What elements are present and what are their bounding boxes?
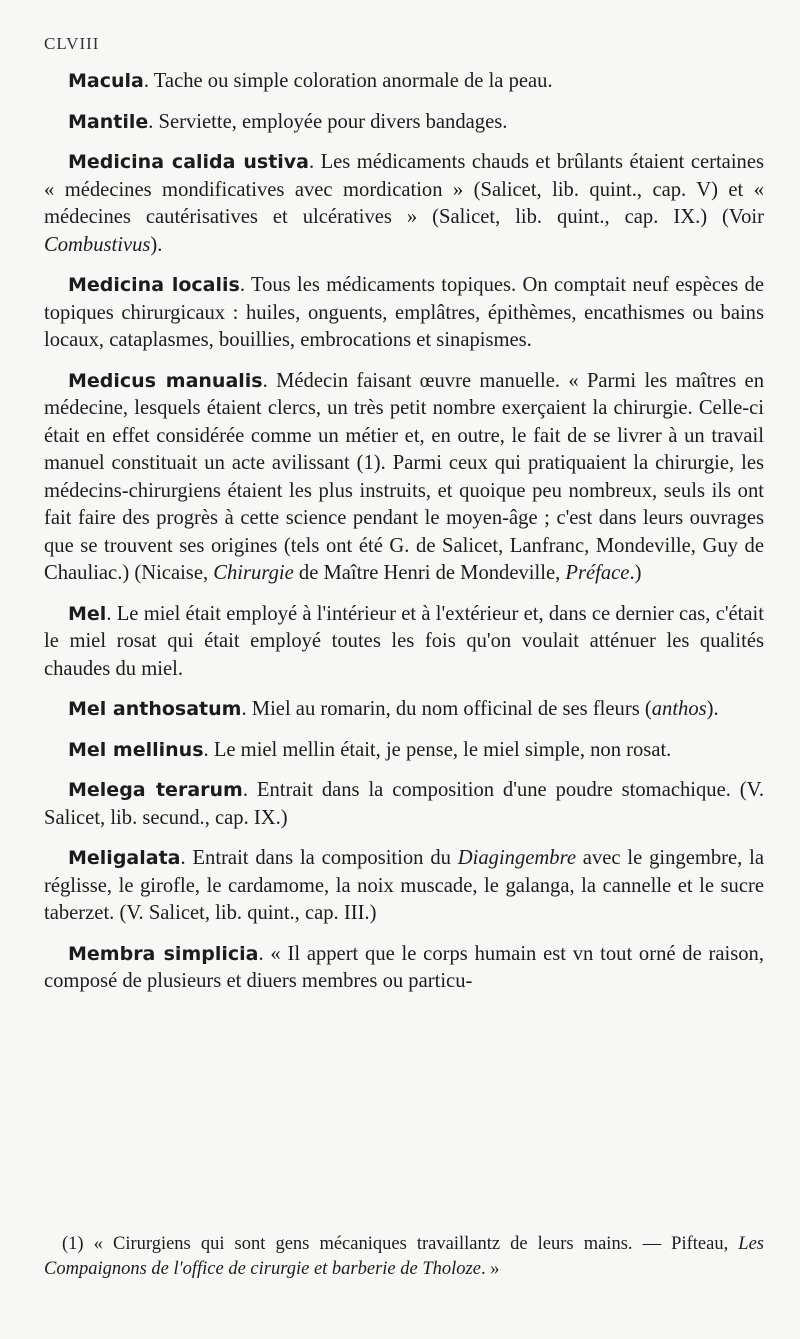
glossary-entry: [44, 601, 764, 684]
entry-text: avec le gingembre, la réglisse, le girofle, le cardamome, la noix muscade, le galanga, la cannelle et le sucre taberzet. (V. Salicet, lib. quint., cap. III.): [44, 847, 764, 924]
footnote: [44, 1232, 764, 1282]
entry-text: . Entrait dans la composition d'une poudre stomachique. (V. Salicet, lib. secund., cap. IX.): [44, 779, 764, 829]
entry-italic-text: Diagingembre: [457, 847, 576, 869]
glossary-entries: [44, 68, 764, 1009]
entry-text: . Les médicaments chauds et brûlants étaient certaines « médecines mondificatives avec mordication » (Salicet, lib. quint., cap. V) et « médecines cautérisatives et ulcératives » (Salicet, lib. quint., cap. IX.) (Voir: [44, 151, 764, 228]
glossary-entry: [44, 272, 764, 355]
footnote-text: . »: [480, 1259, 500, 1279]
entry-text: . Entrait dans la composition du: [180, 847, 458, 869]
entry-text: ).: [706, 698, 719, 720]
entry-term: Mel: [68, 602, 107, 625]
entry-term: Medicus manualis: [68, 369, 263, 392]
page-number: CLVIII: [44, 34, 100, 53]
entry-text: ).: [150, 233, 163, 256]
entry-text: . Tous les médicaments topiques. On comptait neuf espèces de topiques chirurgicaux : huiles, onguents, emplâtres, épithèmes, encathismes ou bains locaux, cataplasmes, bouillies, embrocations et sinapismes.: [44, 274, 764, 351]
glossary-entry: [44, 941, 764, 996]
entry-text: . Le miel était employé à l'intérieur et à l'extérieur et, dans ce dernier cas, c'était le miel rosat qui était employé toutes les fois qu'on voulait atténuer les qualités chaudes du miel.: [44, 602, 764, 680]
glossary-entry: [44, 845, 764, 928]
footnote-italic-text: Les Compaignons de l'office de cirurgie et barberie de Tholoze: [44, 1234, 764, 1279]
entry-text: . Le miel mellin était, je pense, le miel simple, non rosat.: [203, 738, 672, 761]
entry-term: Mantile: [68, 110, 149, 133]
entry-term: Medicina localis: [68, 274, 240, 296]
entry-term: Medicina calida ustiva: [68, 151, 309, 173]
entry-text: . Miel au romarin, du nom officinal de ses fleurs (: [241, 698, 652, 720]
entry-text: . Médecin faisant œuvre manuelle. « Parmi les maîtres en médecine, lesquels étaient clercs, un très petit nombre exerçaient la chirurgie. Celle-ci était en effet considérée comme un métier et, en outre, le fait de se livrer à un travail manuel constituait un acte avilissant (1). Parmi ceux qui pratiquaient la chirurgie, les médecins-chirurgiens étaient les plus instruits, et quoique peu nombreux, seuls ils ont fait faire des progrès à cette science pendant le moyen-âge ; c'est dans leurs ouvrages que se trouvent ses origines (tels ont été G. de Salicet, Lanfranc, Mondeville, Guy de Chauliac.) (Nicaise,: [44, 369, 764, 584]
glossary-entry: [44, 68, 764, 96]
entry-italic-text: Préface: [565, 562, 630, 584]
glossary-entry: [44, 737, 764, 765]
entry-term: Macula: [68, 70, 144, 92]
entry-term: Melega terarum: [68, 779, 243, 801]
entry-italic-text: Combustivus: [44, 233, 151, 256]
entry-text: de Maître Henri de Mondeville,: [293, 562, 566, 584]
entry-text: . Tache ou simple coloration anormale de la peau.: [143, 70, 553, 92]
entry-term: Mel mellinus: [68, 738, 204, 761]
entry-text: . Serviette, employée pour divers bandages.: [148, 110, 508, 133]
entry-term: Membra simplicia: [68, 942, 259, 965]
entry-text: . « Il appert que le corps humain est vn tout orné de raison, composé de plusieurs et diuers membres ou particu-: [44, 942, 764, 992]
glossary-entry: [44, 368, 764, 588]
footnote-text: (1) « Cirurgiens qui sont gens mécaniques travaillantz de leurs mains. — Pifteau,: [62, 1234, 739, 1254]
entry-text: .): [629, 562, 642, 584]
entry-italic-text: Chirurgie: [213, 562, 294, 584]
entry-term: Mel anthosatum: [68, 698, 242, 720]
glossary-entry: [44, 777, 764, 832]
glossary-entry: [44, 109, 764, 137]
glossary-entry: [44, 149, 764, 259]
entry-italic-text: anthos: [651, 698, 707, 720]
glossary-entry: [44, 696, 764, 724]
footnotes: [44, 1232, 764, 1282]
entry-term: Meligalata: [68, 847, 181, 869]
